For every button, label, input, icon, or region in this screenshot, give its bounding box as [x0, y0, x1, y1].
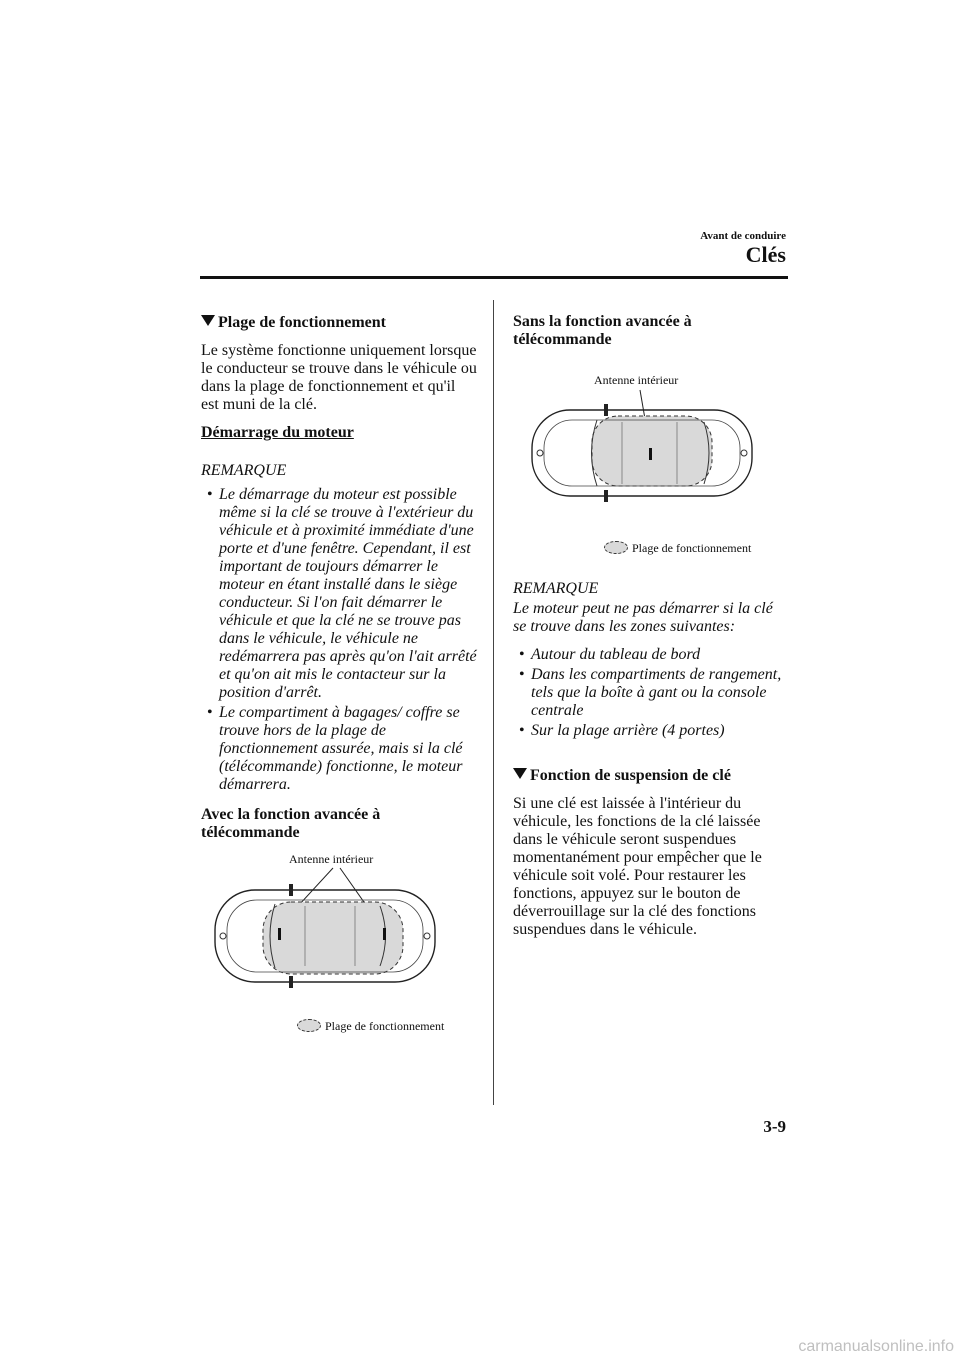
remark-item: • Le démarrage du moteur est possible même si la clé se trouve à l'extérieur du véhicule et à proximité immédiate d'une porte et d'une fenêtre. Cependant, il est important de toujours démarrer le moteur en étant installé dans le siège conducteur. Si l'on fait démarrer le véhicule et que la clé ne se trouve pas dans le véhicule, le véhicule ne redémarrera pas après qu'on l'ait arrêté et qu'on ait mis le contacteur sur la position d'arrêt. [207, 486, 477, 701]
remark-text: Le moteur peut ne pas démarrer si la clé se trouve dans les zones suivantes: [513, 600, 773, 635]
without-remote-heading: Sans la fonction avancée à télécommande [513, 313, 692, 348]
section-heading-range: Plage de fonctionnement [201, 313, 477, 332]
remark-item: • Sur la plage arrière (4 portes) [519, 722, 725, 739]
remark-list [201, 486, 477, 794]
remark-title-2: REMARQUE [513, 580, 599, 597]
range-legend-icon [604, 541, 628, 554]
intro-paragraph: Le système fonctionne uniquement lorsque le conducteur se trouve dans le véhicule ou dans la plage de fonctionnement et qu'il est muni de la clé. [201, 342, 477, 413]
right-legend: Plage de fonctionnement [604, 541, 751, 556]
remark-block-2 [513, 580, 789, 740]
header-rule [200, 276, 788, 279]
section-label: Avant de conduire [700, 230, 786, 242]
section-heading-suspension: Fonction de suspension de clé [513, 766, 789, 785]
page-number: 3-9 [763, 1117, 786, 1136]
right-column-top [513, 313, 789, 349]
right-column-bottom [513, 580, 789, 939]
remark-title: REMARQUE [201, 462, 287, 479]
triangle-bullet-icon [513, 768, 527, 779]
car-diagram-with-remote [205, 862, 445, 1002]
triangle-bullet-icon [201, 315, 215, 326]
car-diagram-without-remote [522, 386, 762, 516]
left-column [201, 313, 477, 842]
remark-item: • Autour du tableau de bord [519, 646, 701, 663]
with-remote-heading: Avec la fonction avancée à télécommande [201, 806, 381, 841]
subheading-engine-start: Démarrage du moteur [201, 424, 354, 441]
range-legend-icon [297, 1019, 321, 1032]
remark-list-2 [513, 646, 789, 740]
remark-block [201, 462, 477, 794]
suspension-paragraph: Si une clé est laissée à l'intérieur du véhicule, les fonctions de la clé laissée dans le véhicule seront suspendues momentanément pour empêcher que le véhicule soit volé. Pour restaurer les fonctions, appuyez sur le bouton de déverrouillage sur la clé des fonctions suspendues dans le véhicule. [513, 795, 762, 938]
watermark: carmanualsonline.info [798, 1338, 954, 1355]
column-divider [493, 300, 494, 1105]
page-title: Clés [745, 242, 786, 267]
right-antenna-label: Antenne intérieur [594, 373, 679, 387]
remark-item: • Le compartiment à bagages/ coffre se trouve hors de la plage de fonctionnement assurée, mais si la clé (télécommande) fonctionne, le moteur démarrera. [207, 704, 463, 793]
remark-item: • Dans les compartiments de rangement, tels que la boîte à gant ou la console centrale [519, 666, 782, 719]
left-antenna-label: Antenne intérieur [289, 852, 374, 866]
left-legend: Plage de fonctionnement [297, 1019, 444, 1034]
